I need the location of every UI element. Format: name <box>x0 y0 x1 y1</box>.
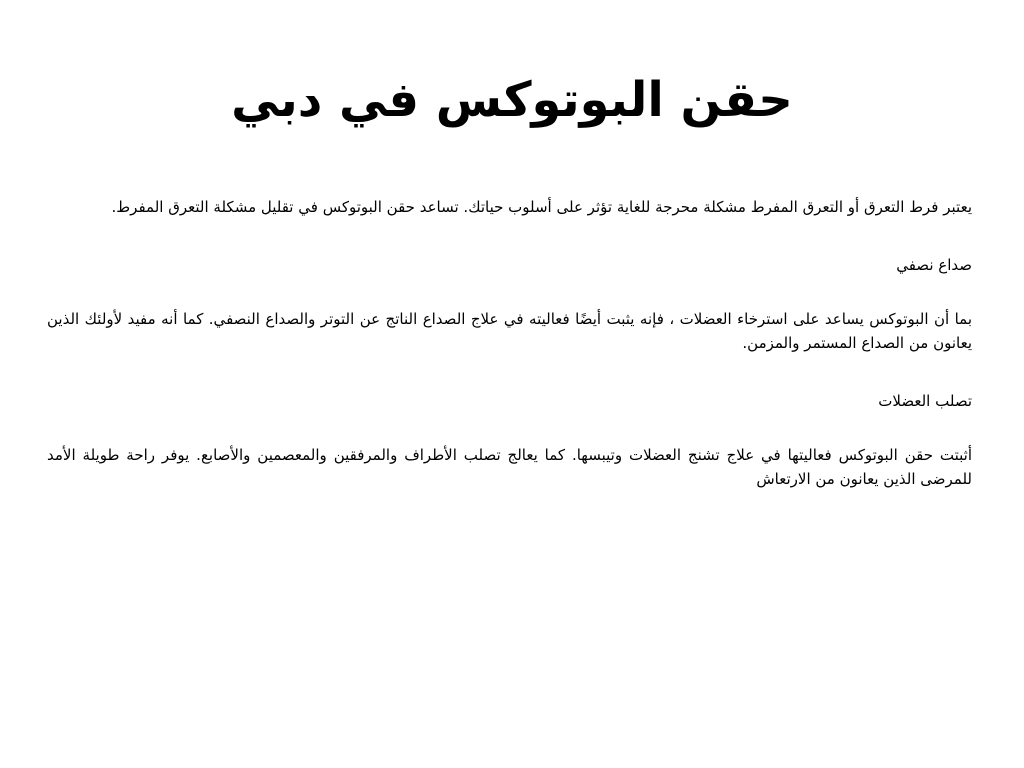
heading-muscle-stiffness: تصلب العضلات <box>878 392 972 410</box>
heading-migraine: صداع نصفي <box>896 256 972 274</box>
paragraph-migraine: بما أن البوتوكس يساعد على استرخاء العضلات ، فإنه يثبت أيضًا فعاليته في علاج الصداع الناتج عن التوتر والصداع النصفي. كما أنه مفيد لأولئك الذين يعانون من الصداع المستمر والمزمن. <box>47 310 972 352</box>
paragraph-muscle-stiffness: أثبتت حقن البوتوكس فعاليتها في علاج تشنج العضلات وتيبسها. كما يعالج تصلب الأطراف والمرفقين والمعصمين والأصابع. يوفر راحة طويلة الأمد للمرضى الذين يعانون من الارتعاش <box>47 446 972 488</box>
slide-title: حقن البوتوكس في دبي <box>231 72 793 128</box>
slide-body <box>47 195 972 491</box>
paragraph-hyperhidrosis: يعتبر فرط التعرق أو التعرق المفرط مشكلة محرجة للغاية تؤثر على أسلوب حياتك. تساعد حقن البوتوكس في تقليل مشكلة التعرق المفرط. <box>111 198 972 216</box>
